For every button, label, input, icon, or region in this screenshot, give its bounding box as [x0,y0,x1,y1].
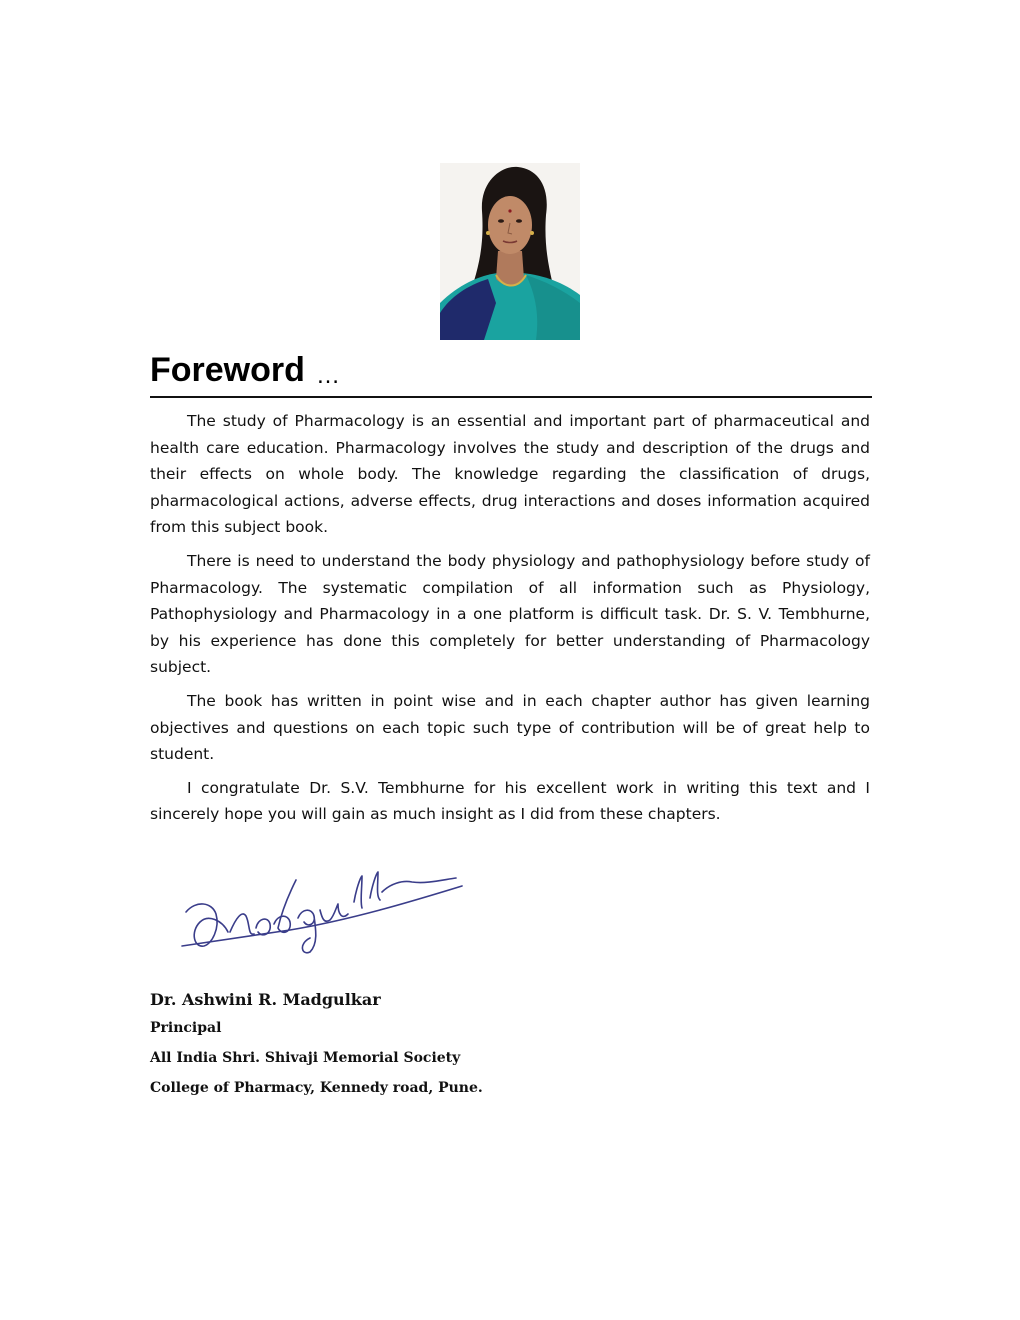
portrait-image [440,163,580,340]
signoff-block [150,987,650,1103]
page-title: Foreword [150,351,305,389]
handwritten-signature [150,858,512,954]
foreword-body [150,408,870,835]
author-address: College of Pharmacy, Kennedy road, Pune. [150,1080,483,1096]
paragraph-2: There is need to understand the body physiology and pathophysiology before study of Pharmacology. The systematic compilation of all information such as Physiology, Pathophysiology and Pharmacology in a one platform is difficult task. Dr. S. V. Tembhurne, by his experience has done this completely for better understanding of Pharmacology subject. [150,551,870,677]
author-organization: All India Shri. Shivaji Memorial Society [150,1050,461,1066]
paragraph-3: The book has written in point wise and in each chapter author has given learning objectives and questions on each topic such type of contribution will be of great help to student. [150,691,870,764]
signature-image [150,858,512,954]
author-name: Dr. Ashwini R. Madgulkar [150,990,381,1009]
paragraph-1: The study of Pharmacology is an essential and important part of pharmaceutical and health care education. Pharmacology involves the study and description of the drugs and their effects on whole body. The knowledge regarding the classification of drugs, pharmacological actions, adverse effects, drug interactions and doses information acquired from this subject book. [150,412,870,537]
author-title: Principal [150,1020,222,1036]
title-ellipsis: … [316,362,340,389]
paragraph-4: I congratulate Dr. S.V. Tembhurne for his excellent work in writing this text and I sincerely hope you will gain as much insight as I did from these chapters. [150,778,870,824]
foreword-heading [150,350,872,398]
author-portrait [440,163,580,340]
